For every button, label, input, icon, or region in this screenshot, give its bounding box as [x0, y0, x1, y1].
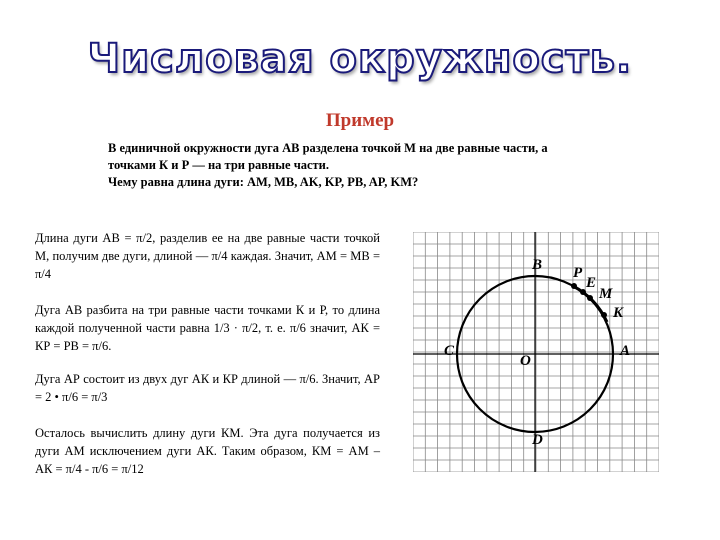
label-d: D	[532, 432, 543, 448]
point-m	[587, 295, 593, 301]
label-o: O	[520, 353, 531, 369]
point-k	[601, 312, 607, 318]
page-title: Числовая окружность.	[87, 36, 633, 82]
problem-statement	[108, 140, 628, 191]
label-m: M	[599, 286, 613, 302]
problem-line: Чему равна длина дуги: AM, MB, AK, KP, PB, AP, KM?	[108, 175, 419, 189]
label-e: E	[586, 275, 597, 291]
solution-paragraph-2: Дуга АВ разбита на три равные части точками К и Р, то длина каждой полученной части равна 1/3 · π/2, т. е. π/6 значит, АК = КР = РВ = π/6.	[35, 303, 380, 353]
label-k: K	[613, 305, 624, 321]
solution-paragraph-3: Дуга АР состоит из двух дуг АК и КР длиной — π/6. Значит, АР = 2 • π/6 = π/3	[35, 372, 380, 404]
unit-circle-figure	[413, 232, 659, 472]
example-heading: Пример	[325, 110, 395, 131]
label-b: B	[532, 257, 543, 273]
problem-line: точками К и Р — на три равные части.	[108, 158, 330, 172]
label-c: C	[444, 343, 455, 359]
label-a: A	[620, 343, 631, 359]
label-p: P	[573, 265, 583, 281]
problem-line: В единичной окружности дуга АВ разделена точкой М на две равные части, а	[108, 141, 548, 155]
solution-paragraph-1: Длина дуги АВ = π/2, разделив ее на две равные части точкой М, получим две дуги, длиной — π/4 каждая. Значит, AM = MB = π/4	[35, 231, 380, 281]
solution-paragraph-4: Осталось вычислить длину дуги КМ. Эта дуга получается из дуги AM исключением дуги АК. Таким образом, КМ = AM – АК = π/4 - π/6 = π/12	[35, 426, 380, 476]
point-p	[571, 283, 577, 289]
